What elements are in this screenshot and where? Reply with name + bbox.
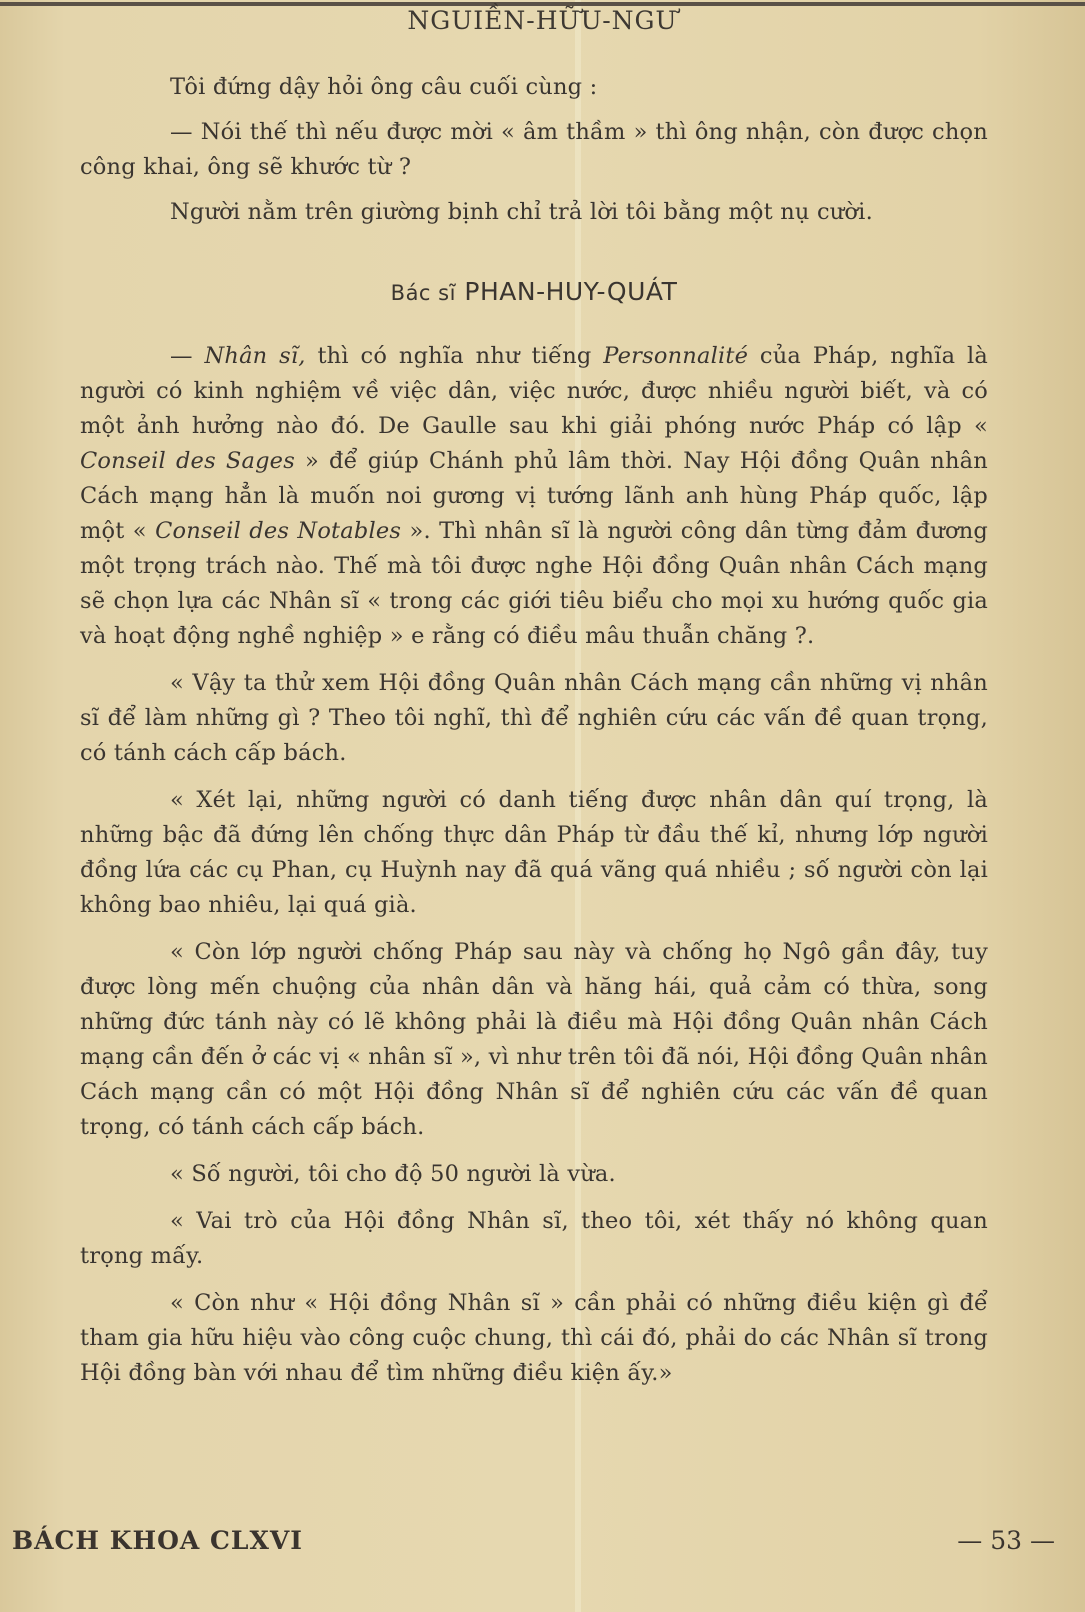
intro-paragraph-3: Người nằm trên giường bịnh chỉ trả lời tôi bằng một nụ cười. [170, 199, 873, 225]
paragraph-7: « Còn như « Hội đồng Nhân sĩ » cần phải có những điều kiện gì để tham gia hữu hiệu vào công cuộc chung, thì cái đó, phải do các Nhân sĩ trong Hội đồng bàn với nhau để tìm những điều kiện ấy.» [80, 1290, 988, 1386]
paragraph-1-dash: — [170, 343, 205, 369]
intro-paragraph-2: — Nói thế thì nếu được mời « âm thầm » thì ông nhận, còn được chọn công khai, ông sẽ khước từ ? [80, 119, 988, 180]
paragraph-1-text-b: của Pháp, nghĩa là người có kinh nghiệm về việc dân, việc nước, được nhiều người biết, và có một ảnh hưởng nào đó. De Gaulle sau khi giải phóng nước Pháp có lập « [80, 343, 988, 439]
term-nhan-si: Nhân sĩ, [204, 343, 306, 369]
term-conseil-des-notables: Conseil des Notables [155, 518, 402, 544]
paragraph-3: « Xét lại, những người có danh tiếng được nhân dân quí trọng, là những bậc đã đứng lên chống thực dân Pháp từ đầu thế kỉ, nhưng lớp người đồng lứa các cụ Phan, cụ Huỳnh nay đã quá vãng quá nhiều ; số người còn lại không bao nhiêu, lại quá già. [80, 787, 988, 918]
section-heading-name: PHAN-HUY-QUÁT [464, 277, 678, 306]
paragraph-1 [80, 339, 988, 654]
section-heading-prefix: Bác sĩ [390, 281, 456, 305]
article-body [80, 70, 988, 1391]
paragraph-1-text-c: » để giúp Chánh phủ lâm thời. Nay Hội đồng Quân nhân Cách mạng hẳn là muốn noi gương vị tướng lãnh anh hùng Pháp quốc, lập một « [80, 448, 988, 544]
page-number: — 53 — [957, 1526, 1055, 1555]
section-heading [80, 274, 988, 311]
paragraph-1-text-d: ». Thì nhân sĩ là người công dân từng đảm đương một trọng trách nào. Thế mà tôi được nghe Hội đồng Quân nhân Cách mạng sẽ chọn lựa các Nhân sĩ « trong các giới tiêu biểu cho mọi xu hướng quốc gia và hoạt động nghề nghiệp » e rằng có điều mâu thuẫn chăng ?. [80, 518, 988, 649]
paragraph-2: « Vậy ta thử xem Hội đồng Quân nhân Cách mạng cần những vị nhân sĩ để làm những gì ? Theo tôi nghĩ, thì để nghiên cứu các vấn đề quan trọng, có tánh cách cấp bách. [80, 670, 988, 766]
term-conseil-des-sages: Conseil des Sages [80, 448, 295, 474]
intro-paragraph-1: Tôi đứng dậy hỏi ông câu cuối cùng : [170, 74, 598, 100]
paragraph-4: « Còn lớp người chống Pháp sau này và chống họ Ngô gần đây, tuy được lòng mến chuộng của nhân dân và hăng hái, quả cảm có thừa, song những đức tánh này có lẽ không phải là điều mà Hội đồng Quân nhân Cách mạng cần đến ở các vị « nhân sĩ », vì như trên tôi đã nói, Hội đồng Quân nhân Cách mạng cần có một Hội đồng Nhân sĩ để nghiên cứu các vấn đề quan trọng, có tánh cách cấp bách. [80, 939, 988, 1140]
publication-name: BÁCH KHOA CLXVI [12, 1526, 303, 1555]
paragraph-5: « Số người, tôi cho độ 50 người là vừa. [170, 1161, 616, 1187]
paragraph-1-text-a: thì có nghĩa như tiếng [305, 343, 604, 369]
term-personnalite: Personnalité [603, 343, 749, 369]
paragraph-6: « Vai trò của Hội đồng Nhân sĩ, theo tôi, xét thấy nó không quan trọng mấy. [80, 1208, 988, 1269]
running-header: NGUIỀN-HỮU-NGƯ [407, 6, 678, 35]
